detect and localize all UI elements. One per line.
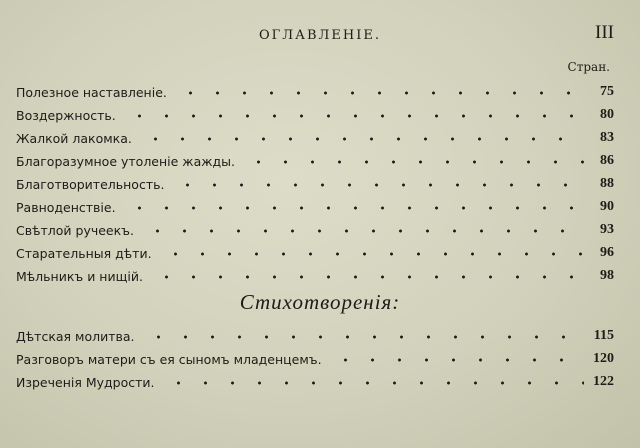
toc-entry-page: 83 [600, 130, 614, 145]
toc-entry [16, 324, 614, 344]
toc-entry-title: Благоразумное утоленіе жажды. [16, 154, 235, 169]
page-number: III [595, 22, 614, 43]
toc-entry-page: 90 [600, 199, 614, 214]
dot-leader [145, 330, 585, 344]
dot-leader [165, 376, 585, 390]
dot-leader [174, 178, 584, 192]
dot-leader [144, 224, 584, 238]
dot-leader [126, 201, 584, 215]
toc-entry [16, 80, 614, 100]
dot-leader [332, 353, 584, 367]
toc-entry-page: 75 [600, 84, 614, 99]
toc-entry-title: Жалкой лакомка. [16, 131, 132, 146]
toc-entry-page: 80 [600, 107, 614, 122]
toc-entry-page: 96 [600, 245, 614, 260]
dot-leader [142, 132, 584, 146]
dot-leader [153, 270, 584, 284]
toc-entry-page: 115 [593, 328, 614, 343]
toc-entry [16, 172, 614, 192]
toc-entry [16, 149, 614, 169]
toc-entry [16, 264, 614, 284]
page-column-label: Стран. [567, 60, 610, 74]
toc-entry-title: Благотворительность. [16, 177, 165, 192]
toc-entry-title: Мѣльникъ и нищій. [16, 269, 143, 284]
toc-entry-page: 88 [600, 176, 614, 191]
toc-entry [16, 103, 614, 123]
toc-entry-page: 86 [600, 153, 614, 168]
toc-entry-page: 120 [593, 351, 614, 366]
toc-entry-title: Воздержность. [16, 108, 116, 123]
dot-leader [162, 247, 584, 261]
toc-entry-title: Свѣтлой ручеекъ. [16, 223, 134, 238]
toc-entry-page: 98 [600, 268, 614, 283]
dot-leader [245, 155, 584, 169]
toc-entry-title: Равноденствіе. [16, 200, 116, 215]
toc-entry-title: Разговоръ матери съ ея сыномъ младенцемъ. [16, 352, 322, 367]
section-heading: Стихотворенія: [239, 290, 401, 314]
toc-entry [16, 195, 614, 215]
toc-entry [16, 218, 614, 238]
dot-leader [177, 86, 584, 100]
toc-entry-page: 122 [593, 374, 614, 389]
toc-entry [16, 126, 614, 146]
toc-entry-title: Изреченія Мудрости. [16, 375, 155, 390]
toc-entry-page: 93 [600, 222, 614, 237]
toc-entry [16, 241, 614, 261]
page-title: ОГЛАВЛЕНІЕ. [259, 28, 381, 43]
toc-entry-title: Полезное наставленіе. [16, 85, 167, 100]
toc-entry-title: Старательныя дѣти. [16, 246, 152, 261]
toc-entry [16, 370, 614, 390]
dot-leader [126, 109, 584, 123]
toc-entry-title: Дѣтская молитва. [16, 329, 135, 344]
toc-entry [16, 347, 614, 367]
